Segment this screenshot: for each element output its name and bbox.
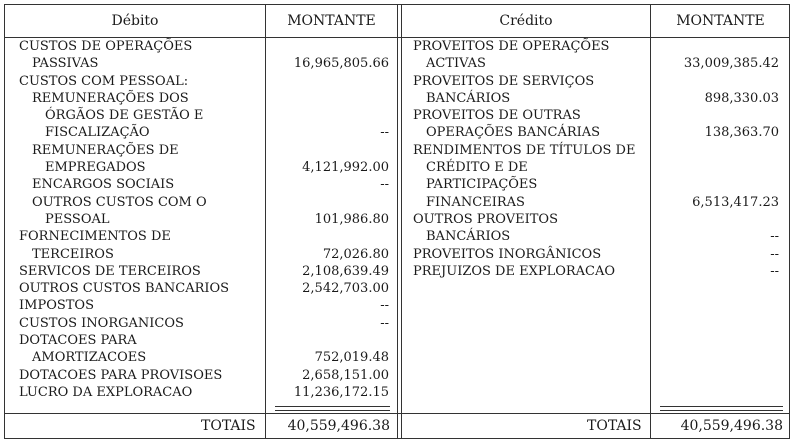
credit-row — [401, 228, 791, 245]
debit-row — [5, 38, 397, 55]
row-value: 2,542,703.00 — [302, 281, 389, 297]
credit-totals-value: 40,559,496.38 — [680, 418, 783, 434]
debit-row — [5, 332, 397, 349]
row-label: TERCEIROS — [32, 246, 114, 262]
row-value: 11,236,172.15 — [293, 384, 389, 400]
debit-row — [5, 228, 397, 245]
row-value: 138,363.70 — [704, 125, 779, 141]
debit-row — [5, 124, 397, 141]
debit-totals-label: TOTAIS — [201, 418, 256, 434]
row-value: 72,026.80 — [322, 246, 389, 262]
row-value: -- — [770, 263, 779, 279]
row-label: AMORTIZACOES — [32, 350, 147, 366]
debit-totals-value: 40,559,496.38 — [287, 418, 390, 434]
debit-row — [5, 142, 397, 159]
debit-row — [5, 107, 397, 124]
row-label: ÓRGÃOS DE GESTÃO E — [45, 108, 204, 124]
row-value: 752,019.48 — [314, 350, 389, 366]
row-label: OUTROS PROVEITOS — [413, 211, 558, 227]
debit-header: Débito — [111, 13, 159, 29]
debit-row — [5, 159, 397, 176]
row-value: 16,965,805.66 — [293, 56, 389, 72]
column-divider — [397, 5, 398, 438]
row-value: 33,009,385.42 — [683, 56, 779, 72]
row-label: OUTROS CUSTOS BANCARIOS — [19, 281, 230, 297]
row-label: IMPOSTOS — [19, 298, 94, 314]
row-value: 2,108,639.49 — [302, 263, 389, 279]
row-label: CUSTOS INORGANICOS — [19, 315, 184, 331]
row-value: -- — [380, 177, 389, 193]
row-value: 2,658,151.00 — [302, 367, 389, 383]
credit-row — [401, 55, 791, 72]
row-label: PASSIVAS — [32, 56, 99, 72]
credit-total-rule — [660, 406, 783, 411]
credit-totals-label: TOTAIS — [587, 418, 642, 434]
row-label: BANCÁRIOS — [426, 229, 511, 245]
row-label: PROVEITOS DE OPERAÇÕES — [413, 39, 610, 54]
debit-row — [5, 315, 397, 332]
row-label: PROVEITOS DE SERVIÇOS — [413, 73, 595, 89]
row-label: PREJUIZOS DE EXPLORACAO — [413, 263, 616, 279]
row-label: OPERAÇÕES BANCÁRIAS — [426, 125, 601, 141]
row-label: RENDIMENTOS DE TÍTULOS DE — [413, 142, 636, 158]
row-label: REMUNERAÇÕES DE — [32, 142, 179, 158]
debit-row — [5, 297, 397, 314]
row-label: PESSOAL — [45, 211, 110, 227]
debit-row — [5, 90, 397, 107]
row-value: -- — [380, 125, 389, 141]
row-label: CRÉDITO E DE — [426, 160, 528, 176]
row-label: EMPREGADOS — [45, 160, 146, 176]
row-label: DOTACOES PARA PROVISOES — [19, 367, 223, 383]
row-label: PROVEITOS INORGÂNICOS — [413, 246, 602, 262]
credit-row — [401, 263, 791, 280]
row-label: LUCRO DA EXPLORACAO — [19, 384, 193, 400]
credit-row — [401, 73, 791, 90]
row-value: -- — [770, 229, 779, 245]
debit-row — [5, 73, 397, 90]
credit-row — [401, 124, 791, 141]
debit-row — [5, 246, 397, 263]
row-label: ACTIVAS — [426, 56, 486, 72]
credit-row — [401, 211, 791, 228]
row-value: 101,986.80 — [314, 211, 389, 227]
row-label: FORNECIMENTOS DE — [19, 229, 171, 245]
row-label: ENCARGOS SOCIAIS — [32, 177, 175, 193]
row-value: 6,513,417.23 — [692, 194, 779, 210]
debit-total-rule — [275, 406, 390, 411]
row-value: -- — [380, 315, 389, 331]
row-label: CUSTOS DE OPERAÇÕES — [19, 39, 193, 54]
credit-column — [401, 38, 791, 280]
row-value: 898,330.03 — [704, 90, 779, 106]
credit-row — [401, 142, 791, 159]
row-label: REMUNERAÇÕES DOS — [32, 90, 189, 106]
row-label: OUTROS CUSTOS COM O — [32, 194, 207, 210]
credit-row — [401, 107, 791, 124]
row-value: 4,121,992.00 — [302, 160, 389, 176]
debit-row — [5, 280, 397, 297]
debit-column — [5, 38, 397, 401]
debit-row — [5, 211, 397, 228]
credit-row — [401, 90, 791, 107]
row-label: FINANCEIRAS — [426, 194, 525, 210]
row-label: BANCÁRIOS — [426, 90, 511, 106]
debit-amount-header: MONTANTE — [287, 13, 376, 29]
balance-table — [4, 4, 790, 439]
debit-row — [5, 349, 397, 366]
row-label: PROVEITOS DE OUTRAS — [413, 108, 581, 124]
debit-row — [5, 367, 397, 384]
debit-row — [5, 194, 397, 211]
credit-row — [401, 159, 791, 176]
row-label: DOTACOES PARA — [19, 333, 137, 349]
credit-row — [401, 194, 791, 211]
row-value: -- — [380, 298, 389, 314]
row-label: PARTICIPAÇÕES — [426, 177, 538, 193]
credit-row — [401, 38, 791, 55]
row-label: FISCALIZAÇÃO — [45, 125, 150, 141]
credit-row — [401, 246, 791, 263]
debit-row — [5, 55, 397, 72]
row-value: -- — [770, 246, 779, 262]
row-label: SERVICOS DE TERCEIROS — [19, 263, 201, 279]
debit-row — [5, 176, 397, 193]
credit-header: Crédito — [499, 13, 553, 29]
credit-amount-header: MONTANTE — [676, 13, 765, 29]
credit-row — [401, 176, 791, 193]
debit-row — [5, 263, 397, 280]
row-label: CUSTOS COM PESSOAL: — [19, 73, 189, 89]
debit-row — [5, 384, 397, 401]
